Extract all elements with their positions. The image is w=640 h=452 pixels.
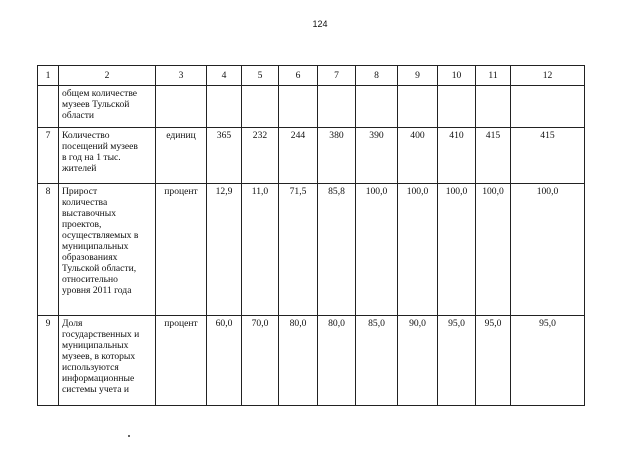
name-line: системы учета и: [62, 384, 129, 395]
name-line: музеев Тульской: [62, 99, 130, 110]
name-line: муниципальных: [62, 340, 129, 351]
value-cell: 390: [356, 128, 398, 184]
unit-cell: процент: [156, 184, 207, 316]
value-cell: 415: [511, 128, 585, 184]
value-cell: 85,0: [356, 316, 398, 406]
name-line: области: [62, 110, 95, 121]
value-cell: 80,0: [318, 316, 356, 406]
name-line: относительно: [62, 274, 118, 285]
name-line: информационные: [62, 373, 135, 384]
indicator-name: [59, 128, 156, 184]
table-row: [38, 128, 585, 184]
header-cell: 11: [476, 66, 511, 86]
value-cell: [511, 86, 585, 128]
value-cell: 400: [398, 128, 438, 184]
value-cell: 95,0: [476, 316, 511, 406]
value-cell: 85,8: [318, 184, 356, 316]
value-cell: 410: [438, 128, 476, 184]
unit-cell: [156, 86, 207, 128]
table-row: [38, 86, 585, 128]
unit-cell: процент: [156, 316, 207, 406]
value-cell: 90,0: [398, 316, 438, 406]
row-number: [38, 86, 59, 128]
name-line: используются: [62, 362, 119, 373]
value-cell: [476, 86, 511, 128]
value-cell: 100,0: [511, 184, 585, 316]
name-line: осуществляемых в: [62, 230, 139, 241]
header-cell: 6: [279, 66, 318, 86]
indicator-name: [59, 316, 156, 406]
page-number: 124: [312, 19, 328, 29]
value-cell: 100,0: [438, 184, 476, 316]
header-cell: 8: [356, 66, 398, 86]
value-cell: [318, 86, 356, 128]
value-cell: [438, 86, 476, 128]
header-cell: 1: [38, 66, 59, 86]
value-cell: 80,0: [279, 316, 318, 406]
name-line: выставочных: [62, 208, 117, 219]
name-line: проектов,: [62, 219, 102, 230]
value-cell: 11,0: [242, 184, 279, 316]
name-line: государственных и: [62, 329, 140, 340]
indicator-name: [59, 184, 156, 316]
value-cell: 60,0: [207, 316, 242, 406]
name-line: музеев, в которых: [62, 351, 136, 362]
name-line: уровня 2011 года: [62, 285, 132, 296]
value-cell: 244: [279, 128, 318, 184]
value-cell: 100,0: [356, 184, 398, 316]
table-row: [38, 184, 585, 316]
value-cell: 71,5: [279, 184, 318, 316]
name-line: Тульской области,: [62, 263, 137, 274]
value-cell: 95,0: [438, 316, 476, 406]
header-cell: 10: [438, 66, 476, 86]
header-cell: 5: [242, 66, 279, 86]
value-cell: 12,9: [207, 184, 242, 316]
name-line: общем количестве: [62, 88, 138, 99]
value-cell: 70,0: [242, 316, 279, 406]
name-line: Доля: [62, 318, 83, 329]
header-cell: 2: [59, 66, 156, 86]
value-cell: [398, 86, 438, 128]
value-cell: 95,0: [511, 316, 585, 406]
header-cell: 4: [207, 66, 242, 86]
row-number: 9: [38, 316, 59, 406]
name-line: муниципальных: [62, 241, 129, 252]
value-cell: [279, 86, 318, 128]
name-line: количества: [62, 197, 108, 208]
value-cell: [242, 86, 279, 128]
header-cell: 7: [318, 66, 356, 86]
name-line: жителей: [62, 163, 97, 174]
header-cell: 3: [156, 66, 207, 86]
value-cell: 380: [318, 128, 356, 184]
row-number: 8: [38, 184, 59, 316]
unit-cell: единиц: [156, 128, 207, 184]
value-cell: 232: [242, 128, 279, 184]
scan-speck: [128, 435, 130, 437]
name-line: посещений музеев: [62, 141, 138, 152]
value-cell: 415: [476, 128, 511, 184]
row-number: 7: [38, 128, 59, 184]
value-cell: 100,0: [398, 184, 438, 316]
table-header-row: [38, 66, 585, 86]
name-line: в год на 1 тыс.: [62, 152, 121, 163]
indicator-name: [59, 86, 156, 128]
indicators-table: [37, 65, 585, 406]
value-cell: [356, 86, 398, 128]
header-cell: 12: [511, 66, 585, 86]
value-cell: 100,0: [476, 184, 511, 316]
value-cell: 365: [207, 128, 242, 184]
table-row: [38, 316, 585, 406]
name-line: Прирост: [62, 186, 98, 197]
name-line: Количество: [62, 130, 110, 141]
name-line: образованиях: [62, 252, 118, 263]
header-cell: 9: [398, 66, 438, 86]
value-cell: [207, 86, 242, 128]
